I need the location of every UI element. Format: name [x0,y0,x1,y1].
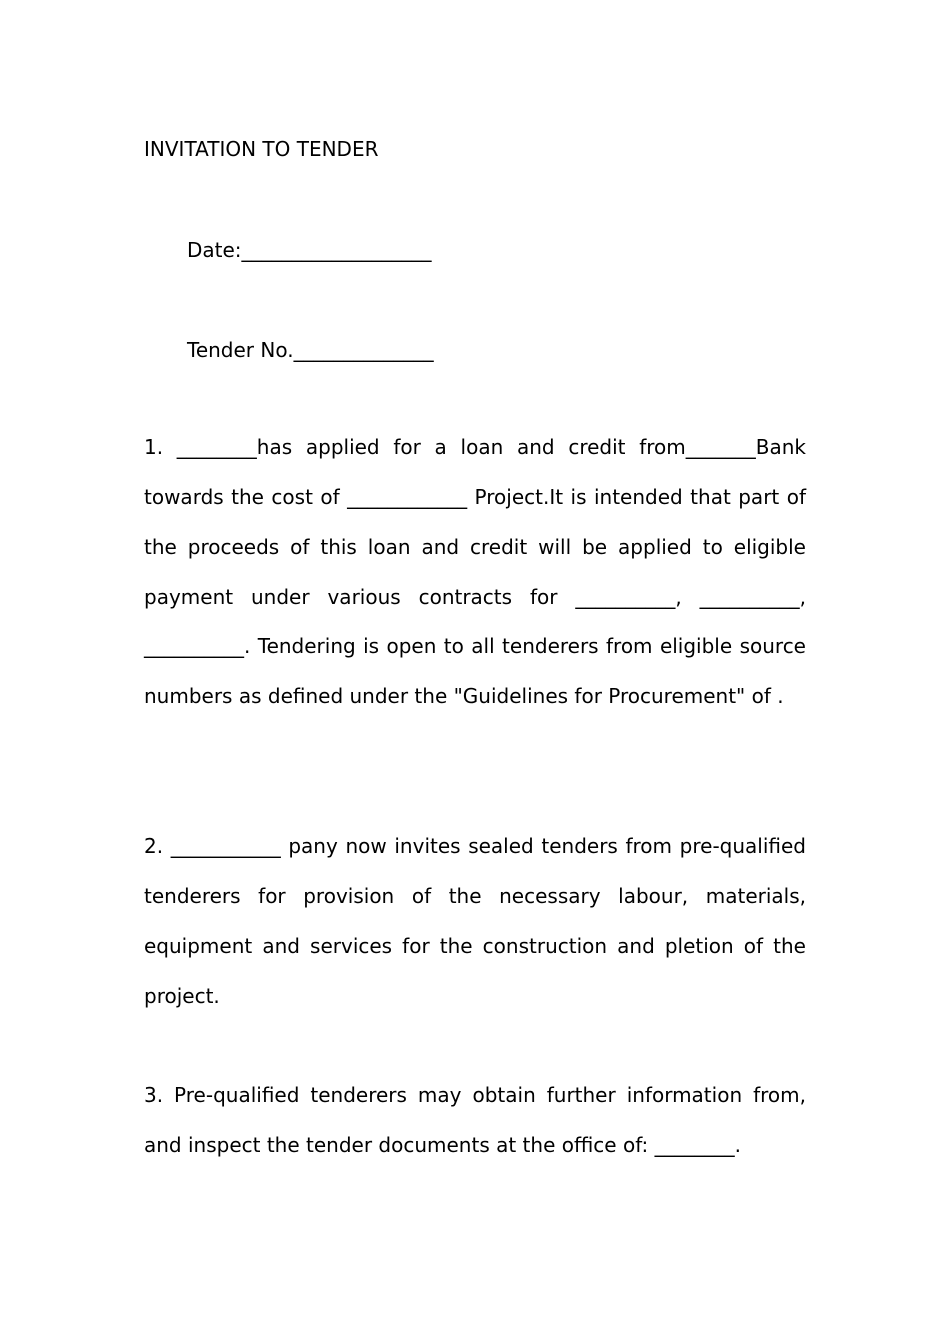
tender-number-field-line: Tender No.______________ [187,338,434,362]
paragraph-2: 2. ___________ pany now invites sealed tenders from pre-qualified tenderers for provision of the necessary labour, materials, equipment and services for the construction and pletion of the project. [144,834,806,1008]
paragraph-3: 3. Pre-qualified tenderers may obtain further information from, and inspect the tender documents at the office of: ________. [144,1083,806,1157]
paragraph-1: 1. ________has applied for a loan and credit from_______Bank towards the cost of ____________ Project.It is intended that part of the proceeds of this loan and credit will be applied to eligible payment under various contracts for __________, __________, __________. Tendering is open to all tenderers from eligible source numbers as defined under the "Guidelines for Procurement" of . [144,435,806,709]
date-field-line: Date:___________________ [187,238,432,262]
document-title: INVITATION TO TENDER [144,137,379,161]
